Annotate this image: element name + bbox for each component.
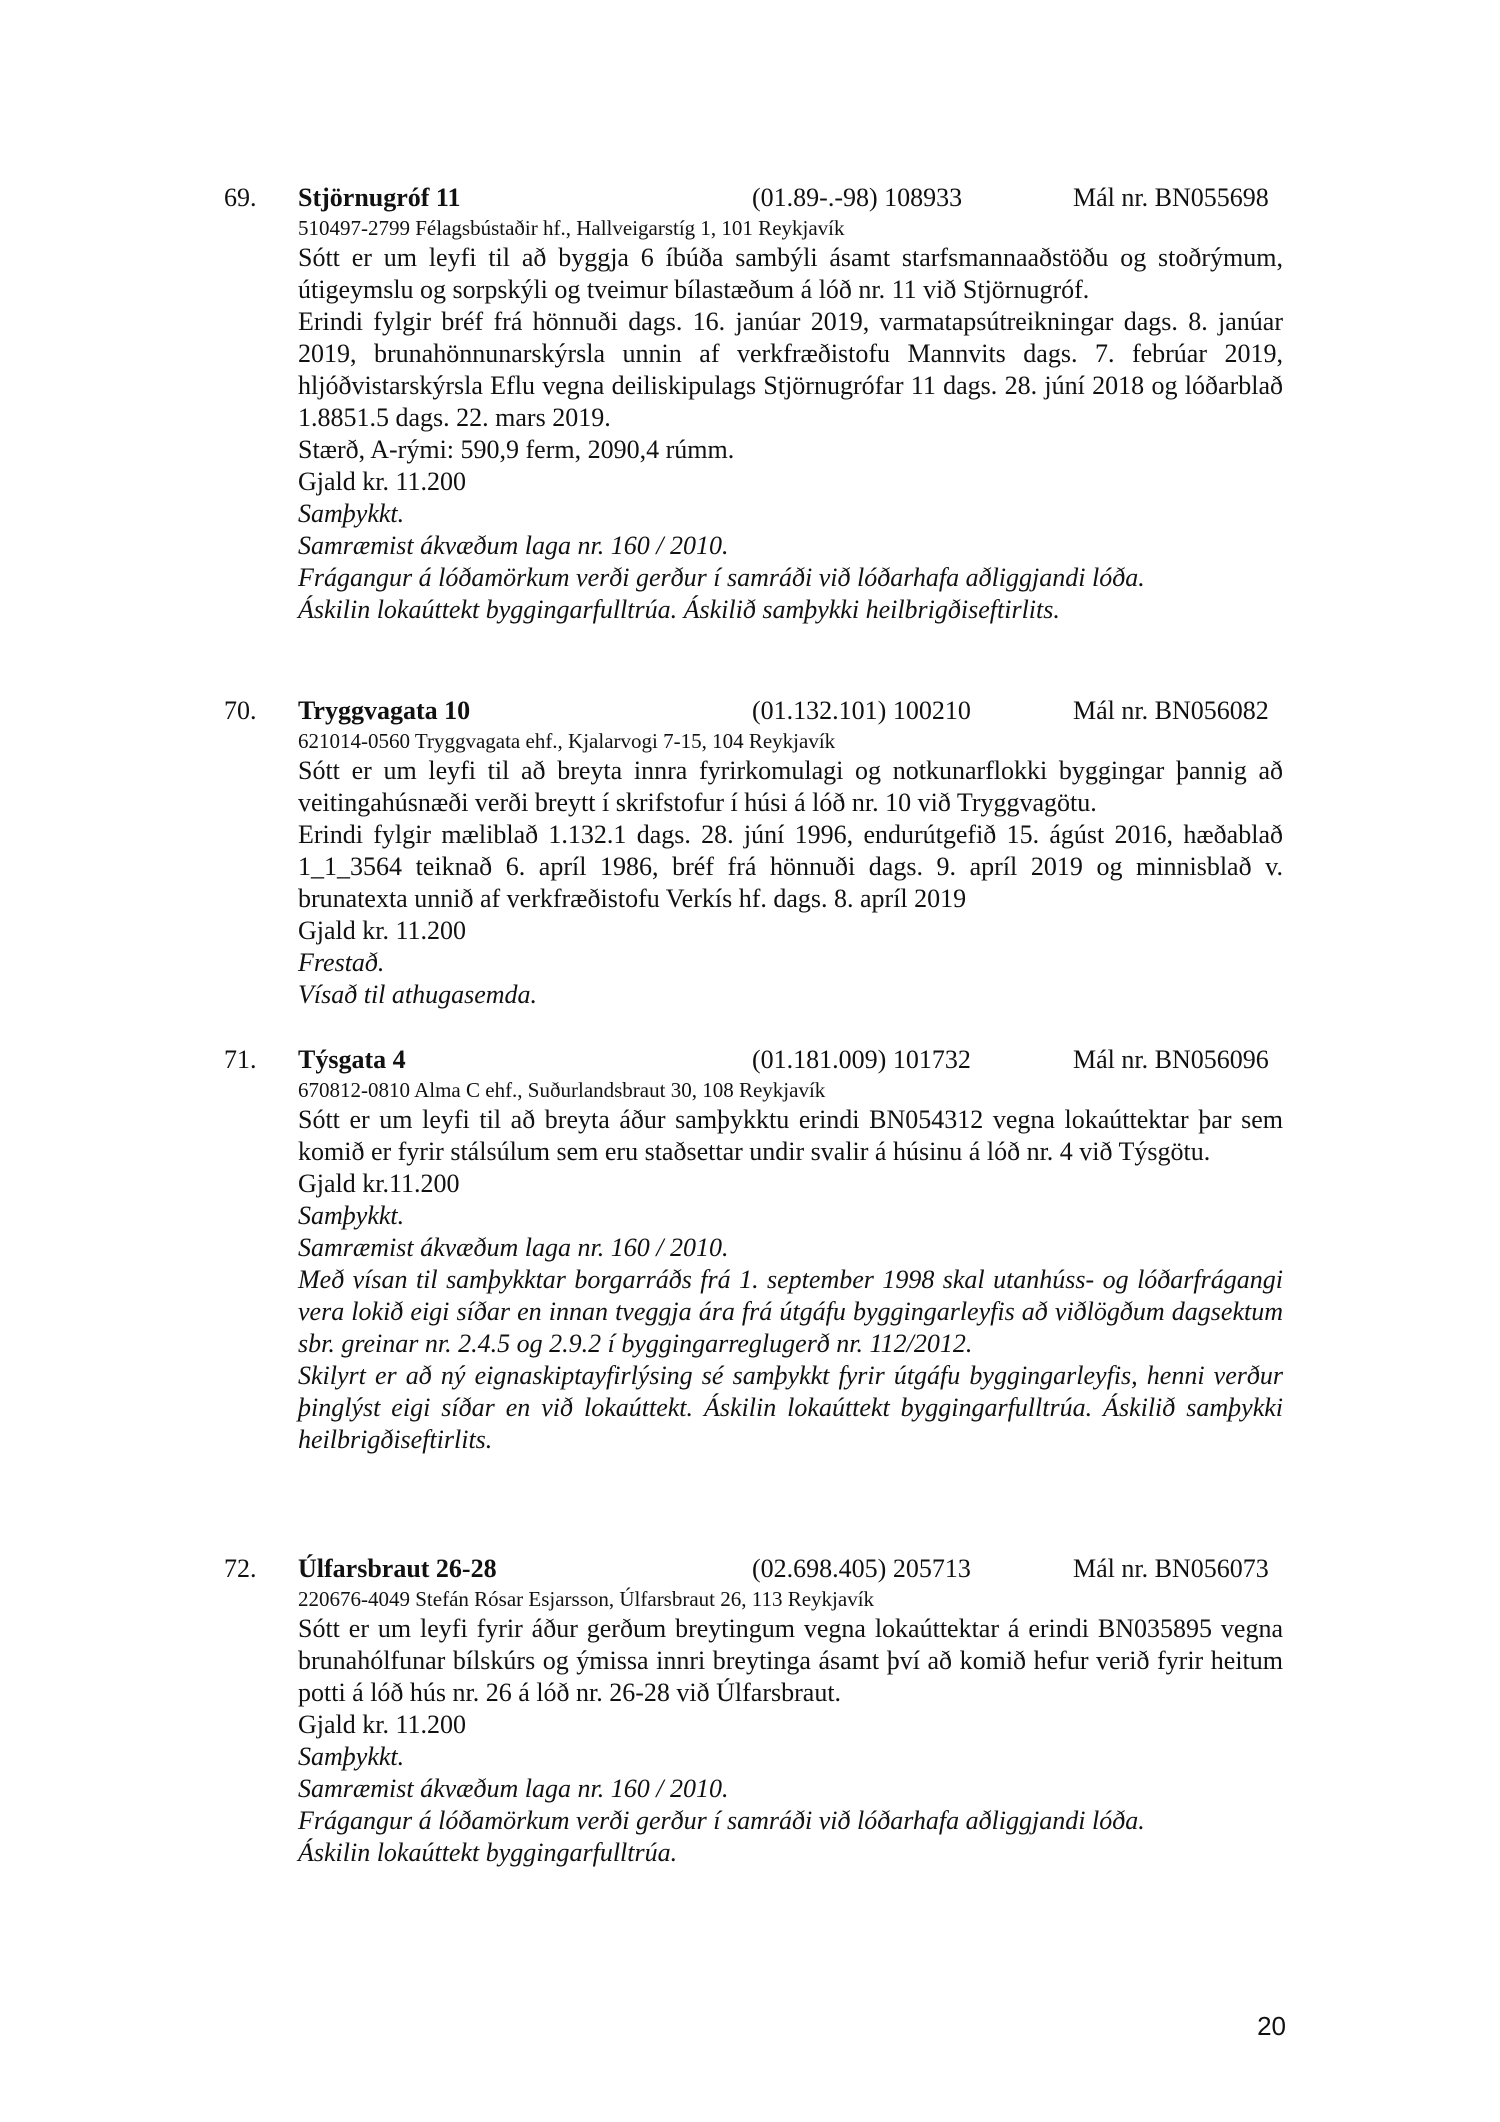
entry-paragraph: Erindi fylgir mæliblað 1.132.1 dags. 28. júní 1996, endurútgefið 15. ágúst 2016, hæðablað 1_1_3564 teiknað 6. apríl 1986, bréf frá hönnuði dags. 9. apríl 2019 og minnisblað v. brunatexta unnið af verkfræðistofu Verkís hf. dags. 8. apríl 2019 <box>298 820 1283 913</box>
entry-case-number: Mál nr. BN056082 <box>1073 696 1269 725</box>
entry-body <box>298 755 1283 1011</box>
entry-paragraph: Gjald kr. 11.200 <box>298 916 467 945</box>
entry-title: Úlfarsbraut 26-28 <box>298 1554 497 1583</box>
entry-number: 70. <box>224 696 257 725</box>
entry-title: Stjörnugróf 11 <box>298 183 461 212</box>
entry-applicant: 220676-4049 Stefán Rósar Esjarsson, Úlfarsbraut 26, 113 Reykjavík <box>298 1587 875 1611</box>
entry-lot-number: (02.698.405) 205713 <box>752 1554 971 1583</box>
entry-paragraph: Stærð, A-rými: 590,9 ferm, 2090,4 rúmm. <box>298 435 735 464</box>
entry-title: Týsgata 4 <box>298 1045 406 1074</box>
entry-decision: Samræmist ákvæðum laga nr. 160 / 2010. <box>298 1774 729 1803</box>
entry-number: 71. <box>224 1045 257 1074</box>
entry-case-number: Mál nr. BN056096 <box>1073 1045 1269 1074</box>
entry-lot-number: (01.181.009) 101732 <box>752 1045 971 1074</box>
entry-paragraph: Gjald kr. 11.200 <box>298 467 467 496</box>
entry-body <box>298 242 1283 626</box>
entry-decision: Með vísan til samþykktar borgarráðs frá 1. september 1998 skal utanhúss- og lóðarfrágangi vera lokið eigi síðar en innan tveggja ára frá útgáfu byggingarleyfis að viðlögðum dagsektum sbr. greinar nr. 2.4.5 og 2.9.2 í byggingarreglugerð nr. 112/2012. <box>298 1265 1283 1358</box>
entry-title: Tryggvagata 10 <box>298 696 471 725</box>
entry-decision: Frágangur á lóðamörkum verði gerður í samráði við lóðarhafa aðliggjandi lóða. <box>298 1806 1145 1835</box>
entry-decision: Samræmist ákvæðum laga nr. 160 / 2010. <box>298 531 729 560</box>
entry-paragraph: Sótt er um leyfi til að byggja 6 íbúða sambýli ásamt starfsmannaaðstöðu og stoðrýmum, útigeymslu og sorpskýli og tveimur bílastæðum á lóð nr. 11 við Stjörnugróf. <box>298 243 1283 304</box>
entry-lot-number: (01.132.101) 100210 <box>752 696 971 725</box>
entry-paragraph: Sótt er um leyfi til að breyta innra fyrirkomulagi og notkunarflokki byggingar þannig að veitingahúsnæði verði breytt í skrifstofur í húsi á lóð nr. 10 við Tryggvagötu. <box>298 756 1283 817</box>
page-number: 20 <box>1257 2011 1286 2041</box>
entry-decision: Samþykkt. <box>298 1742 405 1771</box>
entry-lot-number: (01.89-.-98) 108933 <box>752 183 963 212</box>
entry-paragraph: Erindi fylgir bréf frá hönnuði dags. 16. janúar 2019, varmatapsútreikningar dags. 8. janúar 2019, brunahönnunarskýrsla unnin af verkfræðistofu Mannvits dags. 7. febrúar 2019, hljóðvistarskýrsla Eflu vegna deiliskipulags Stjörnugrófar 11 dags. 28. júní 2018 og lóðarblað 1.8851.5 dags. 22. mars 2019. <box>298 307 1283 432</box>
entry-number: 69. <box>224 183 257 212</box>
entry-case-number: Mál nr. BN056073 <box>1073 1554 1269 1583</box>
entry-number: 72. <box>224 1554 257 1583</box>
entry-applicant: 670812-0810 Alma C ehf., Suðurlandsbraut 30, 108 Reykjavík <box>298 1078 826 1102</box>
entry-paragraph: Gjald kr. 11.200 <box>298 1710 467 1739</box>
entry-decision: Frágangur á lóðamörkum verði gerður í samráði við lóðarhafa aðliggjandi lóða. <box>298 563 1145 592</box>
entry-decision: Samræmist ákvæðum laga nr. 160 / 2010. <box>298 1233 729 1262</box>
entry-decision: Áskilin lokaúttekt byggingarfulltrúa. <box>298 1838 678 1867</box>
entry-paragraph: Sótt er um leyfi fyrir áður gerðum breytingum vegna lokaúttektar á erindi BN035895 vegna brunahólfunar bílskúrs og ýmissa innri breytinga ásamt því að komið hefur verið fyrir heitum potti á lóð hús nr. 26 á lóð nr. 26-28 við Úlfarsbraut. <box>298 1614 1283 1707</box>
entry-decision: Frestað. <box>298 948 385 977</box>
entry-case-number: Mál nr. BN055698 <box>1073 183 1269 212</box>
entry-applicant: 510497-2799 Félagsbústaðir hf., Hallveigarstíg 1, 101 Reykjavík <box>298 216 845 240</box>
entry-paragraph: Gjald kr.11.200 <box>298 1169 460 1198</box>
entry-applicant: 621014-0560 Tryggvagata ehf., Kjalarvogi 7-15, 104 Reykjavík <box>298 729 836 753</box>
entry-decision: Áskilin lokaúttekt byggingarfulltrúa. Áskilið samþykki heilbrigðiseftirlits. <box>298 595 1060 624</box>
entry-decision: Skilyrt er að ný eignaskiptayfirlýsing sé samþykkt fyrir útgáfu byggingarleyfis, henni verður þinglýst eigi síðar en við lokaúttekt. Áskilin lokaúttekt byggingarfulltrúa. Áskilið samþykki heilbrigðiseftirlits. <box>298 1361 1283 1454</box>
entry-decision: Samþykkt. <box>298 499 405 528</box>
entry-paragraph: Sótt er um leyfi til að breyta áður samþykktu erindi BN054312 vegna lokaúttektar þar sem komið er fyrir stálsúlum sem eru staðsettar undir svalir á húsinu á lóð nr. 4 við Týsgötu. <box>298 1105 1283 1166</box>
entry-body <box>298 1613 1283 1869</box>
entry-decision: Samþykkt. <box>298 1201 405 1230</box>
entry-body <box>298 1104 1283 1456</box>
entry-decision: Vísað til athugasemda. <box>298 980 538 1009</box>
